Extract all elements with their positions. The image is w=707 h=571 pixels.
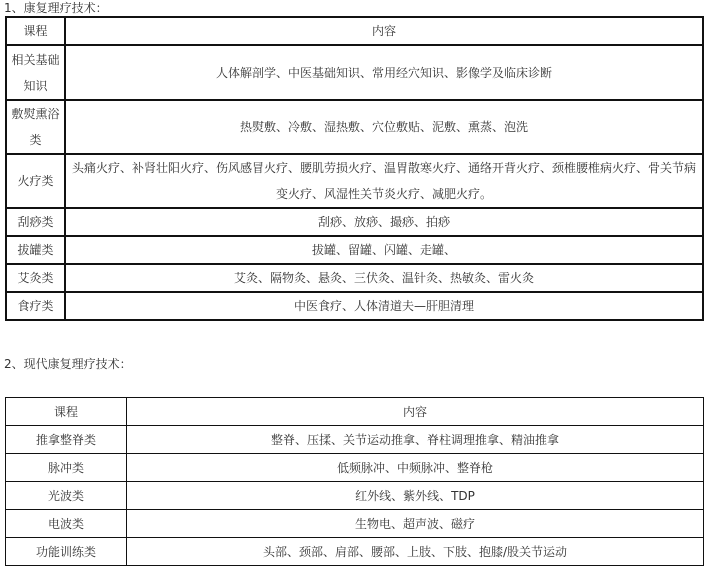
header-content: 内容	[65, 17, 703, 45]
table-row	[6, 236, 703, 264]
content-cell: 艾灸、隔物灸、悬灸、三伏灸、温针灸、热敏灸、雷火灸	[65, 264, 703, 292]
content-cell: 头痛火疗、补肾壮阳火疗、伤风感冒火疗、腰肌劳损火疗、温胃散寒火疗、通络开背火疗、颈椎腰椎病火疗、骨关节病变火疗、风湿性关节炎火疗、减肥火疗。	[65, 154, 703, 208]
course-cell: 拔罐类	[6, 236, 65, 264]
table-header-row	[6, 398, 704, 426]
course-cell: 光波类	[6, 482, 127, 510]
table-row	[6, 154, 703, 208]
content-cell: 中医食疗、人体清道夫—肝胆清理	[65, 292, 703, 320]
header-course: 课程	[6, 398, 127, 426]
modern-rehab-techniques-table	[5, 397, 704, 566]
course-cell: 食疗类	[6, 292, 65, 320]
content-cell: 红外线、紫外线、TDP	[127, 482, 704, 510]
rehab-techniques-table	[5, 16, 704, 321]
course-cell: 相关基础知识	[6, 45, 65, 100]
table-row	[6, 538, 704, 566]
table-row	[6, 264, 703, 292]
content-cell: 刮痧、放痧、撮痧、拍痧	[65, 208, 703, 236]
header-content: 内容	[127, 398, 704, 426]
course-cell: 刮痧类	[6, 208, 65, 236]
content-cell: 生物电、超声波、磁疗	[127, 510, 704, 538]
content-cell: 热熨敷、冷敷、湿热敷、穴位敷贴、泥敷、熏蒸、泡洗	[65, 100, 703, 154]
content-cell: 头部、颈部、肩部、腰部、上肢、下肢、抱膝/股关节运动	[127, 538, 704, 566]
table-row	[6, 292, 703, 320]
course-cell: 火疗类	[6, 154, 65, 208]
course-cell: 电波类	[6, 510, 127, 538]
header-course: 课程	[6, 17, 65, 45]
course-cell: 艾灸类	[6, 264, 65, 292]
section-1-title: 1、康复理疗技术：	[4, 1, 108, 15]
course-cell: 敷熨熏浴类	[6, 100, 65, 154]
content-cell: 拔罐、留罐、闪罐、走罐、	[65, 236, 703, 264]
section-2-title: 2、现代康复理疗技术：	[4, 357, 132, 371]
table-row	[6, 208, 703, 236]
course-cell: 推拿整脊类	[6, 426, 127, 454]
course-cell: 功能训练类	[6, 538, 127, 566]
table-header-row	[6, 17, 703, 45]
table-row	[6, 482, 704, 510]
table-row	[6, 100, 703, 154]
content-cell: 人体解剖学、中医基础知识、常用经穴知识、影像学及临床诊断	[65, 45, 703, 100]
table-row	[6, 454, 704, 482]
content-cell: 低频脉冲、中频脉冲、整脊枪	[127, 454, 704, 482]
table-row	[6, 426, 704, 454]
table-row	[6, 45, 703, 100]
table-row	[6, 510, 704, 538]
content-cell: 整脊、压揉、关节运动推拿、脊柱调理推拿、精油推拿	[127, 426, 704, 454]
course-cell: 脉冲类	[6, 454, 127, 482]
